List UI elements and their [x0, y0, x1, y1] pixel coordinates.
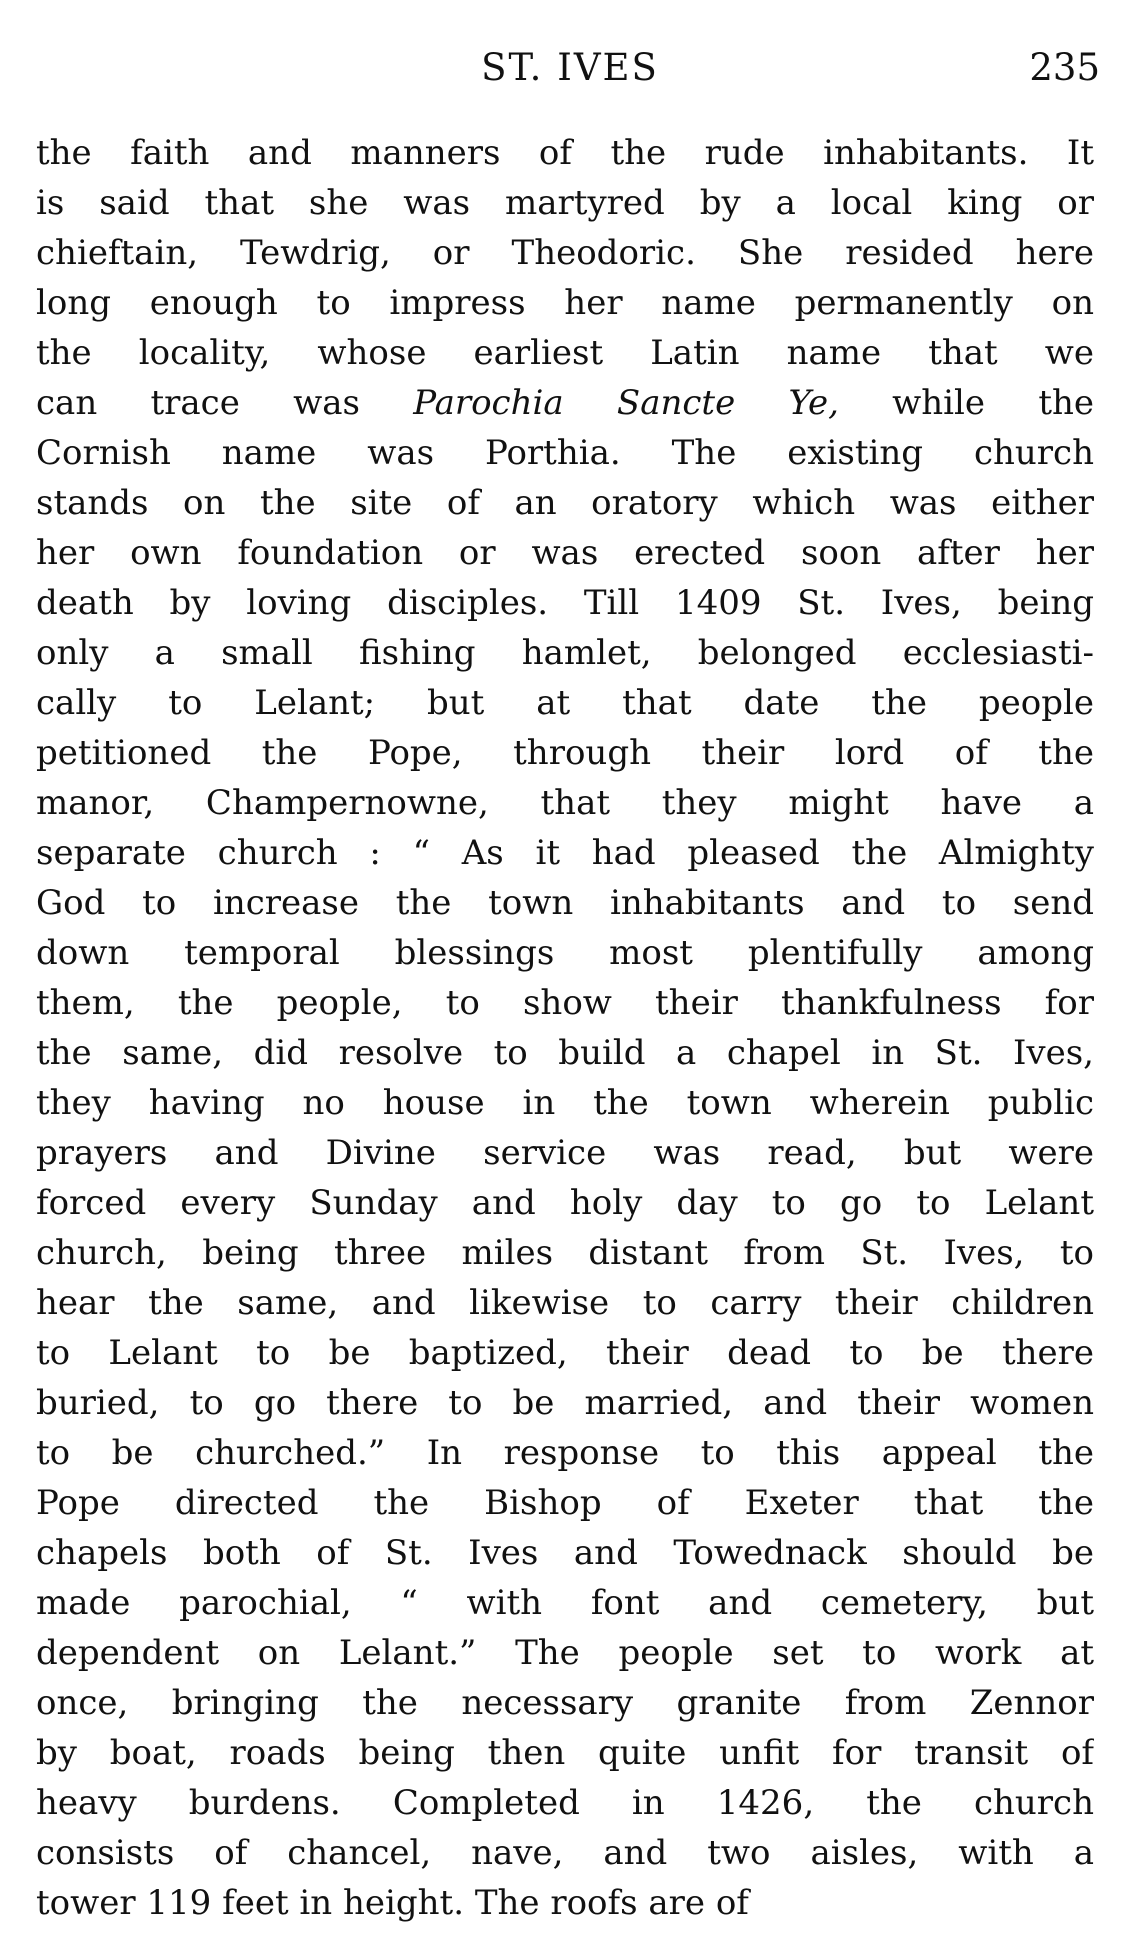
text-line: Pope directed the Bishop of Exeter that the [36, 1483, 1094, 1523]
text-line: made parochial, “ with font and cemetery, but [36, 1583, 1094, 1623]
text-line: cally to Lelant; but at that date the people [36, 683, 1094, 723]
text-line: the locality, whose earliest Latin name that we [36, 333, 1094, 373]
text-line: chapels both of St. Ives and Towednack should be [36, 1533, 1094, 1573]
text-line: chieftain, Tewdrig, or Theodoric. She resided here [36, 233, 1094, 273]
text-line: to be churched.” In response to this appeal the [36, 1433, 1094, 1473]
text-line: tower 119 feet in height. The roofs are of [36, 1883, 749, 1923]
text-line: only a small fishing hamlet, belonged ecclesiasti- [36, 633, 1094, 673]
text-line: separate church : “ As it had pleased the Almighty [36, 833, 1094, 873]
text-line: long enough to impress her name permanently on [36, 283, 1094, 323]
text-line: petitioned the Pope, through their lord of the [36, 733, 1094, 773]
text-line: hear the same, and likewise to carry their children [36, 1283, 1094, 1323]
text-line: God to increase the town inhabitants and to send [36, 883, 1094, 923]
text-line: to Lelant to be baptized, their dead to be there [36, 1333, 1094, 1373]
text-line: her own foundation or was erected soon after her [36, 533, 1094, 573]
text-line: dependent on Lelant.” The people set to work at [36, 1633, 1094, 1673]
text-line: them, the people, to show their thankfulness for [36, 983, 1094, 1023]
text-line: the faith and manners of the rude inhabitants. It [36, 133, 1094, 173]
text-line: they having no house in the town wherein public [36, 1083, 1094, 1123]
text-line: manor, Champernowne, that they might have a [36, 783, 1094, 823]
text-line: death by loving disciples. Till 1409 St. Ives, being [36, 583, 1094, 623]
text-line: down temporal blessings most plentifully among [36, 933, 1094, 973]
text-line: buried, to go there to be married, and their women [36, 1383, 1094, 1423]
italic-latin-name: Parochia Sancte Ye, [413, 383, 839, 423]
text-line: the same, did resolve to build a chapel in St. Ives, [36, 1033, 1094, 1073]
text-line: consists of chancel, nave, and two aisles, with a [36, 1833, 1094, 1873]
text-line: heavy burdens. Completed in 1426, the church [36, 1783, 1094, 1823]
body-text [36, 128, 1094, 1928]
text-line: Cornish name was Porthia. The existing church [36, 433, 1094, 473]
text-line: church, being three miles distant from St. Ives, to [36, 1233, 1094, 1273]
running-head [40, 38, 1100, 98]
text-line: stands on the site of an oratory which was either [36, 483, 1094, 523]
text-line [36, 378, 1094, 428]
page-number: 235 [1029, 46, 1100, 89]
text-segment: while the [838, 383, 1094, 423]
text-line: prayers and Divine service was read, but were [36, 1133, 1094, 1173]
text-line: forced every Sunday and holy day to go to Lelant [36, 1183, 1094, 1223]
running-title: ST. IVES [481, 46, 659, 89]
text-line: is said that she was martyred by a local king or [36, 183, 1094, 223]
text-segment: can trace was [36, 383, 414, 423]
text-line: by boat, roads being then quite unfit for transit of [36, 1733, 1094, 1773]
text-line: once, bringing the necessary granite from Zennor [36, 1683, 1094, 1723]
